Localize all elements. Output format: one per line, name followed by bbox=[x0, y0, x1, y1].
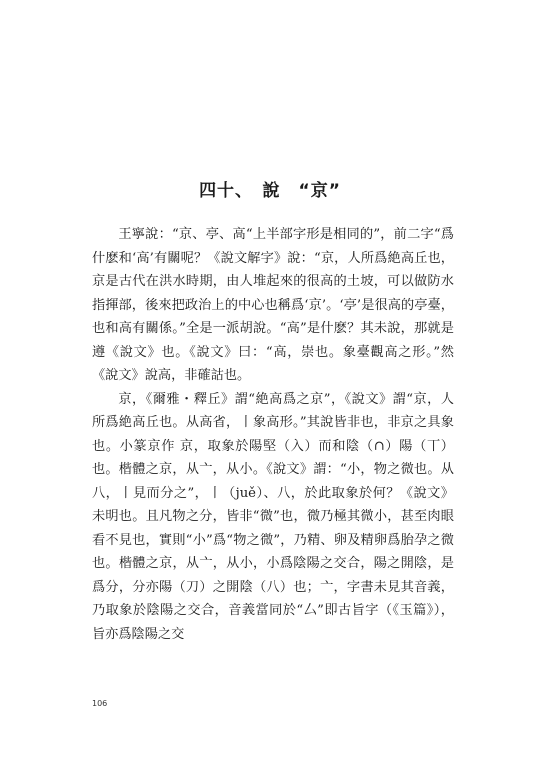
paragraph-1: 王寧說：“京、亭、高“上半部字形是相同的”，前二字“爲什麽和‘高’有關呢？《說文解字》說：“京，人所爲絶高丘也，京是古代在洪水時期，由人堆起來的很高的土坡，可以做防水指揮部，後來把政治上的中心也稱爲‘京’。‘亭’是很高的亭臺，也和高有關係。”全是一派胡說。“高”是什麽？其未說，那就是遵《說文》也。《說文》曰：“高，崇也。象臺觀高之形。”然《說文》說高，非確詁也。 bbox=[92, 227, 454, 383]
chapter-title: 四十、 說 “京” bbox=[199, 181, 341, 201]
page-number: 106 bbox=[92, 699, 108, 708]
body-text bbox=[92, 223, 454, 646]
paragraph-2: 京，《爾雅・釋丘》謂“絶高爲之京”，《說文》謂“京，人所爲絶高丘也。从高省，丨象高形。”其說皆非也，非京之具象也。小篆京作 京，取象於陽堅（⼊）而和陰（∩）陽（丅）也。楷體之京，从亠，从小。《說文》謂：“小，物之微也。从八，丨見而分之”，丨（juě）、八，於此取象於何？《說文》未明也。且凡物之分，皆非“微”也，微乃極其微小，甚至肉眼看不見也，實則“小”爲“物之微”，乃精、卵及精卵爲胎孕之微也。楷體之京，从亠，从小，小爲陰陽之交合，陽之開陰，是爲分，分亦陽（刀）之開陰（八）也；亠，字書未見其音義，乃取象於陰陽之交合，音義當同於“⼛”即古旨字（《玉篇》），旨亦爲陰陽之交 bbox=[92, 391, 454, 642]
